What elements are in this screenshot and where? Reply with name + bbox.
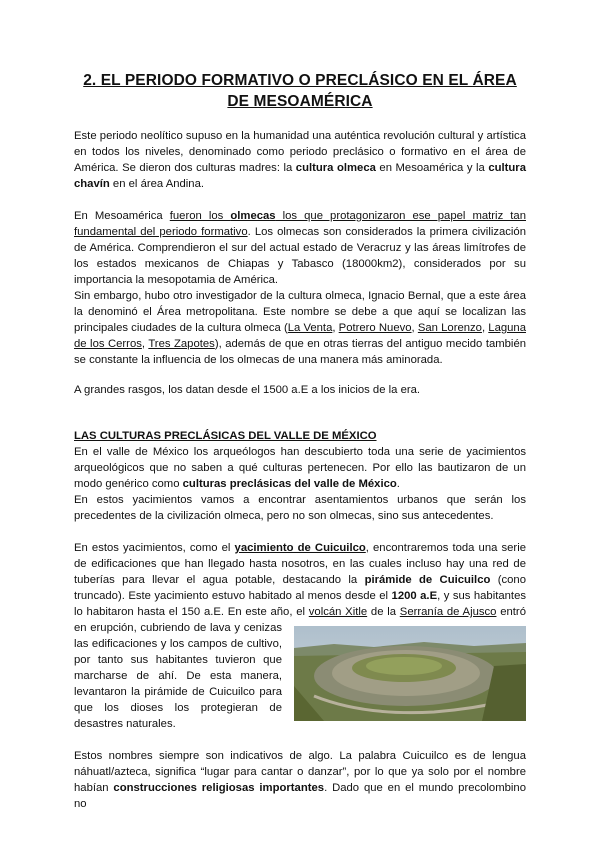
text: de la bbox=[367, 606, 400, 618]
text: En Mesoamérica bbox=[74, 210, 170, 222]
text: En estos yacimientos, como el bbox=[74, 542, 235, 554]
text: en el área Andina. bbox=[109, 178, 205, 190]
bold-term: culturas preclásicas del valle de México bbox=[182, 478, 397, 490]
separator: , bbox=[332, 322, 339, 334]
text: , y sus habitantes lo habitaron hasta el 150 a.E. En este año, el bbox=[74, 590, 526, 618]
section-title: LAS CULTURAS PRECLÁSICAS DEL VALLE DE MÉXICO bbox=[74, 430, 377, 442]
text: . Los olmecas son considerados la primera civilización de América. Comprendieron el sur del actual estado de Veracruz y las áreas limítrofes de los estados mexicanos de Chiapas y Tabasco (18000km2), considerados por su importancia la mesopotamia de América. bbox=[74, 226, 526, 286]
cuicuilco-pyramid-photo bbox=[294, 626, 526, 721]
text: En el valle de México los arqueólogos han descubierto toda una serie de yacimientos arqueológicos que no saben a qué culturas pertenecen. Por ello las bautizaron de un modo genérico como bbox=[74, 446, 526, 490]
separator: , bbox=[481, 322, 489, 334]
paragraph-intro bbox=[74, 128, 526, 192]
bold-term: yacimiento de Cuicuilco bbox=[234, 542, 366, 554]
volcano-link[interactable]: volcán Xitle bbox=[308, 606, 368, 618]
paragraph-asentamientos: En estos yacimientos vamos a encontrar asentamientos urbanos que serán los precedentes de la civilización olmeca, pero no son olmecas, sino sus antecedentes. bbox=[74, 494, 526, 522]
page-title: 2. EL PERIODO FORMATIVO O PRECLÁSICO EN EL ÁREA DE MESOAMÉRICA bbox=[83, 72, 517, 110]
paragraph-olmecas bbox=[74, 208, 526, 288]
text: ), además de que en otras tierras del antiguo mecido también se constante la influencia de los olmecas de una manera más aminorada. bbox=[74, 338, 527, 366]
bold-term: cultura chavín bbox=[74, 162, 526, 190]
text: (cono truncado). Este yacimiento estuvo habitado al menos desde el bbox=[74, 574, 526, 602]
text: . Dado que en el mundo precolombino no bbox=[74, 782, 526, 810]
bold-term: 1200 a.E bbox=[391, 590, 438, 602]
separator: , bbox=[411, 322, 418, 334]
bold-term: construcciones religiosas importantes bbox=[113, 782, 325, 794]
underlined-text: los que protagonizaron ese papel matriz tan fundamental del periodo formativo bbox=[74, 210, 526, 238]
city-link-la-venta[interactable]: La Venta bbox=[287, 322, 333, 334]
paragraph-valle bbox=[74, 444, 526, 492]
underlined-text: fueron los bbox=[169, 210, 231, 222]
paragraph-bernal bbox=[74, 288, 526, 368]
paragraph-nombre bbox=[74, 748, 526, 812]
paragraph-cuicuilco bbox=[74, 540, 526, 732]
city-link-laguna-de-los-cerros[interactable]: Laguna de los Cerros bbox=[74, 322, 526, 350]
bold-term: olmecas bbox=[230, 210, 276, 222]
text: entró en erupción, cubriendo de lava y cenizas las edificaciones y los campos de cultivo, por tanto sus habitantes tuvieron que marcharse de ahí. De esta manera, levantaron la pirámide de Cuicuilco para que los dioses los protegieran de desastres naturales. bbox=[74, 606, 526, 730]
text: Estos nombres siempre son indicativos de algo. La palabra Cuicuilco es de lengua náhuatl/azteca, significa “lugar para cantar o danzar”, por lo que ya solo por el nombre habían bbox=[74, 750, 526, 794]
text: . bbox=[396, 478, 400, 490]
text: Sin embargo, hubo otro investigador de la cultura olmeca, Ignacio Bernal, que a este área la denominó el Área metropolitana. Este nombre se debe a que aquí se localizan las principales ciudades de la cultura olmeca ( bbox=[74, 290, 526, 334]
bold-term: pirámide de Cuicuilco bbox=[364, 574, 491, 586]
separator: , bbox=[141, 338, 149, 350]
paragraph-dating: A grandes rasgos, los datan desde el 1500 a.E a los inicios de la era. bbox=[74, 384, 421, 396]
city-link-san-lorenzo[interactable]: San Lorenzo bbox=[417, 322, 482, 334]
city-link-tres-zapotes[interactable]: Tres Zapotes bbox=[148, 338, 215, 350]
text: Este periodo neolítico supuso en la humanidad una auténtica revolución cultural y artística en todos los niveles, denominado como periodo preclásico o formativo en el área de América. Se dieron dos culturas madres: la bbox=[74, 130, 526, 174]
city-link-potrero-nuevo[interactable]: Potrero Nuevo bbox=[338, 322, 412, 334]
pyramid-photo-illustration bbox=[294, 626, 526, 721]
serrania-link[interactable]: Serranía de Ajusco bbox=[399, 606, 497, 618]
text: , encontraremos toda una serie de edificaciones que han llegado hasta nosotros, en las cuales incluso hay una red de tuberías para llevar el agua potable, destacando la bbox=[74, 542, 526, 586]
bold-term: cultura olmeca bbox=[295, 162, 376, 174]
text: en Mesoamérica y la bbox=[375, 162, 489, 174]
